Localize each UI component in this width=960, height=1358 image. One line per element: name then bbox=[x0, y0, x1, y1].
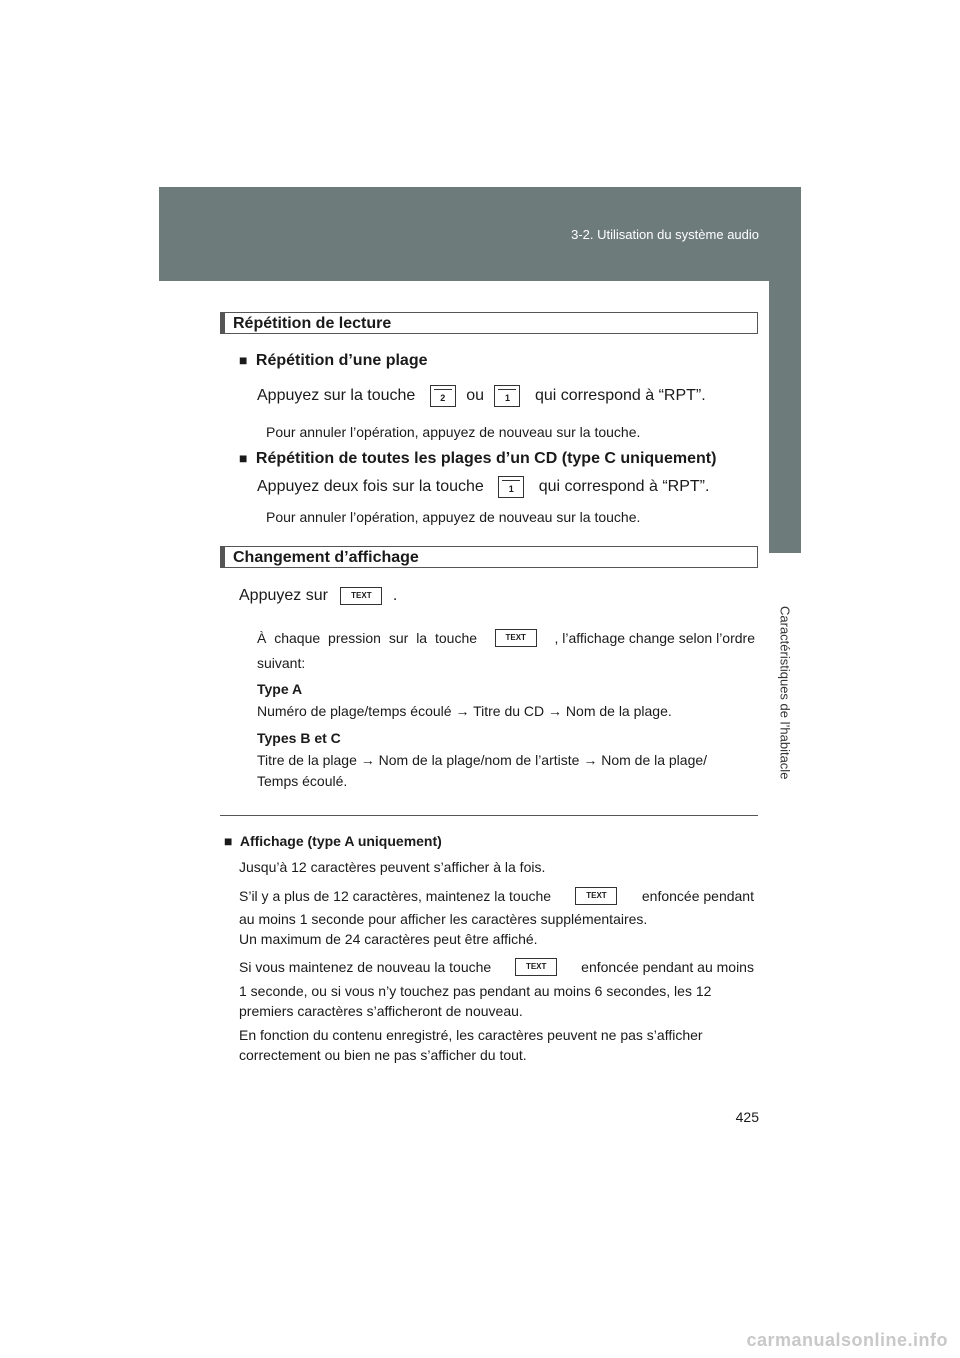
header-band bbox=[159, 187, 801, 281]
notes-p2-line bbox=[239, 887, 754, 905]
note-text: Un maximum de 24 caractères peut être affiché. bbox=[239, 931, 538, 947]
type-a-text: Numéro de plage/temps écoulé → Titre du CD → Nom de la plage. bbox=[257, 703, 672, 719]
sub-heading-text: Répétition d’une plage bbox=[255, 352, 428, 369]
note-text: En fonction du contenu enregistré, les caractères peuvent ne pas s’afficher bbox=[239, 1027, 703, 1043]
notes-heading bbox=[224, 833, 442, 849]
text-key-icon: TEXT bbox=[340, 587, 382, 605]
square-bullet-icon: ■ bbox=[239, 352, 248, 368]
instruction-line bbox=[239, 587, 397, 605]
instruction-line bbox=[257, 385, 706, 407]
note-text: suivant: bbox=[257, 655, 306, 671]
notes-p1: Jusqu’à 12 caractères peuvent s’afficher à la fois. bbox=[239, 859, 546, 875]
note-text: À chaque pression sur la touche bbox=[257, 630, 478, 646]
section-repeat-title: Répétition de lecture bbox=[233, 315, 392, 332]
display-order-note bbox=[257, 629, 755, 647]
cancel-note: Pour annuler l’opération, appuyez de nouveau sur la touche. bbox=[266, 424, 641, 440]
text-key-icon: TEXT bbox=[495, 629, 537, 647]
cancel-note: Pour annuler l’opération, appuyez de nouveau sur la touche. bbox=[266, 509, 641, 525]
side-tab bbox=[769, 281, 801, 553]
note-text: 1 seconde, ou si vous n’y touchez pas pendant au moins 6 secondes, les 12 bbox=[239, 983, 712, 999]
instruction-text: Appuyez sur la touche bbox=[257, 387, 416, 405]
note-text: correctement ou bien ne pas s’afficher du tout. bbox=[239, 1047, 527, 1063]
type-bc-text: Temps écoulé. bbox=[257, 773, 348, 789]
key-1-icon: 1 bbox=[494, 385, 520, 407]
type-a-label: Type A bbox=[257, 681, 303, 697]
page-number: 425 bbox=[735, 1109, 759, 1125]
instruction-text: qui correspond à “RPT”. bbox=[534, 387, 706, 405]
note-text: enfoncée pendant au moins bbox=[581, 959, 754, 975]
square-bullet-icon: ■ bbox=[224, 833, 233, 849]
instruction-text: Appuyez sur bbox=[239, 587, 328, 605]
side-label bbox=[769, 553, 801, 833]
section-display-title: Changement d’affichage bbox=[233, 549, 419, 566]
key-1-icon: 1 bbox=[498, 476, 524, 498]
note-text: S’il y a plus de 12 caractères, maintenez la touche bbox=[239, 888, 552, 904]
note-text: Si vous maintenez de nouveau la touche bbox=[239, 959, 492, 975]
sub-heading-repeat-track bbox=[239, 352, 427, 370]
notes-p3-line bbox=[239, 958, 754, 976]
instruction-text: . bbox=[392, 587, 398, 605]
note-text: , l’affichage change selon l’ordre bbox=[554, 630, 755, 646]
note-text: enfoncée pendant bbox=[641, 888, 754, 904]
instruction-text: Appuyez deux fois sur la touche bbox=[257, 478, 484, 496]
instruction-line bbox=[257, 476, 709, 498]
text-key-icon: TEXT bbox=[575, 887, 617, 905]
note-text: au moins 1 seconde pour afficher les caractères supplémentaires. bbox=[239, 911, 648, 927]
type-bc-label: Types B et C bbox=[257, 730, 341, 746]
square-bullet-icon: ■ bbox=[239, 450, 248, 466]
text-key-icon: TEXT bbox=[515, 958, 557, 976]
divider bbox=[220, 815, 758, 816]
watermark: carmanualsonline.info bbox=[746, 1330, 948, 1350]
type-bc-text: Titre de la plage → Nom de la plage/nom de l’artiste → Nom de la plage/ bbox=[257, 752, 708, 768]
notes-heading-text: Affichage (type A uniquement) bbox=[239, 833, 442, 849]
note-text: premiers caractères s’afficheront de nouveau. bbox=[239, 1003, 523, 1019]
instruction-text: ou bbox=[466, 387, 485, 405]
side-number: 3 bbox=[781, 573, 789, 588]
key-2-icon: 2 bbox=[430, 385, 456, 407]
side-label-text: Caractéristiques de l’habitacle bbox=[777, 606, 793, 780]
instruction-text: qui correspond à “RPT”. bbox=[538, 478, 710, 496]
sub-heading-repeat-all bbox=[239, 450, 716, 468]
section-display-box bbox=[220, 546, 758, 568]
chapter-title: 3-2. Utilisation du système audio bbox=[571, 227, 759, 242]
sub-heading-text: Répétition de toutes les plages d’un CD (type C uniquement) bbox=[255, 450, 717, 467]
section-repeat-box bbox=[220, 312, 758, 334]
